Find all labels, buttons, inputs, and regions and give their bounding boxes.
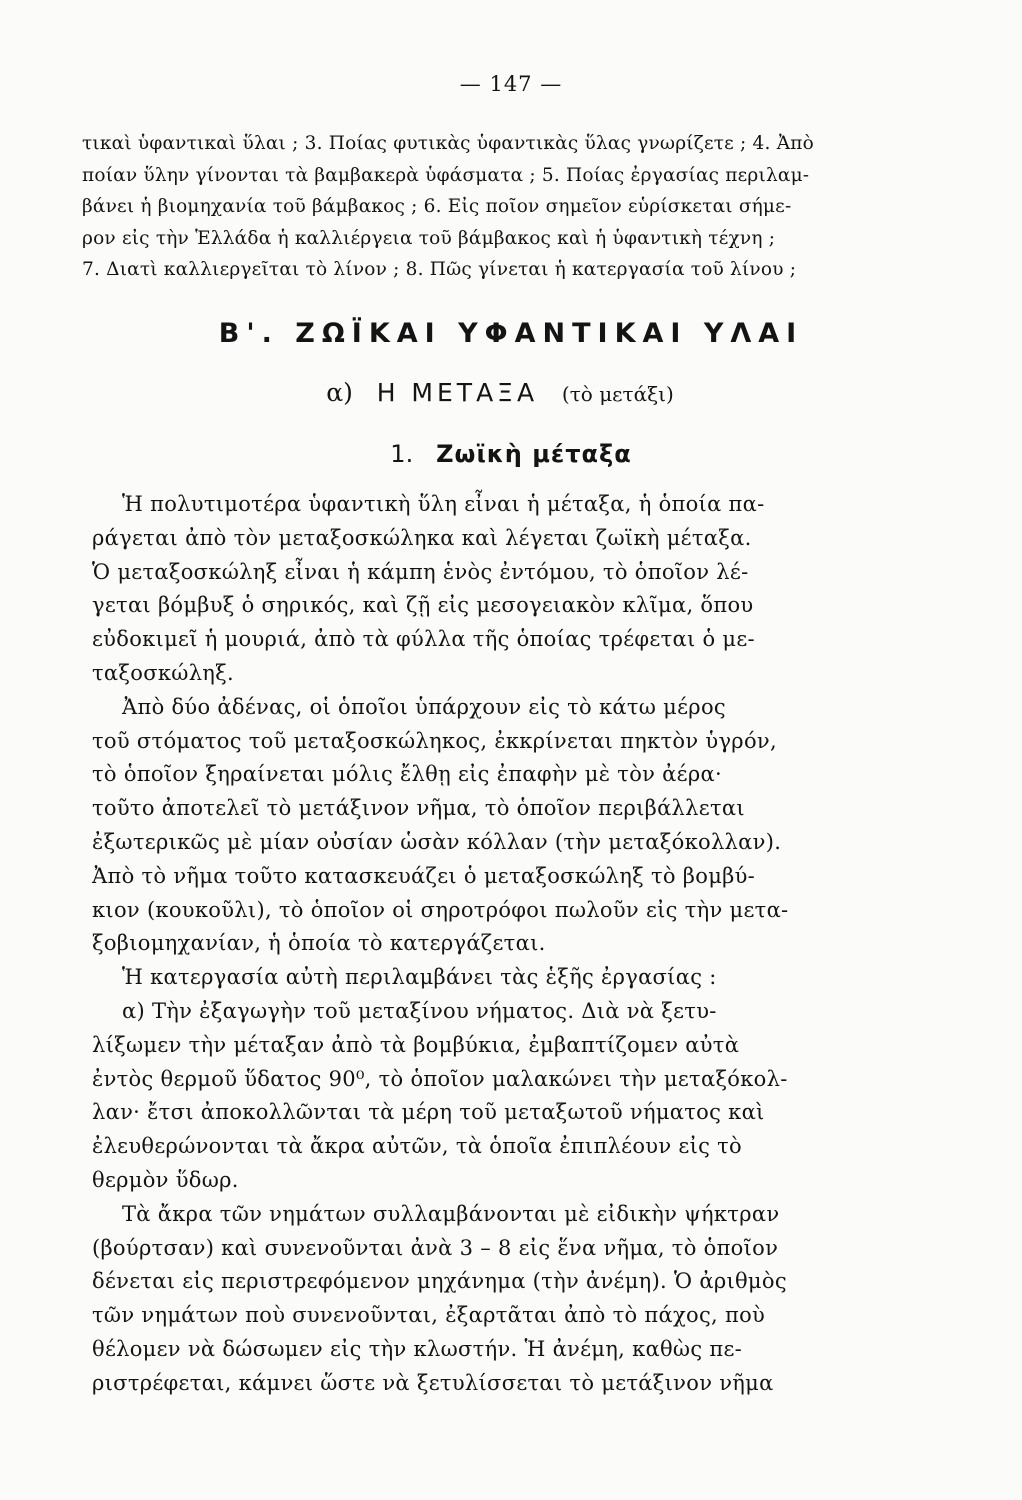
question-line: τικαὶ ὑφαντικαὶ ὕλαι ; 3. Ποίας φυτικὰς ὑφαντικὰς ὕλας γνωρίζετε ; 4. Ἀπὸ (82, 133, 814, 154)
text-line: Ὁ μεταξοσκώληξ εἶναι ἡ κάμπη ἑνὸς ἐντόμου, τὸ ὁποῖον λέ- (92, 559, 749, 584)
text-line: ταξοσκώληξ. (92, 660, 235, 685)
review-questions (82, 128, 962, 286)
sub-heading-label: α) (326, 378, 353, 407)
topic-heading (0, 440, 1022, 468)
text-line: τοῦτο ἀποτελεῖ τὸ μετάξινον νῆμα, τὸ ὁποῖον περιβάλλεται (92, 796, 745, 821)
text-line: τῶν νημάτων ποὺ συνενοῦνται, ἐξαρτᾶται ἀπὸ τὸ πάχος, ποὺ (92, 1303, 766, 1328)
question-line: 7. Διατὶ καλλιεργεῖται τὸ λίνον ; 8. Πῶς γίνεται ἡ κατεργασία τοῦ λίνου ; (82, 259, 797, 280)
text-line: θέλομεν νὰ δώσωμεν εἰς τὴν κλωστήν. Ἡ ἀνέμη, καθὼς πε- (92, 1336, 743, 1361)
page-number: — 147 — (459, 72, 563, 96)
sub-heading (0, 378, 1000, 407)
text-line: ἐντὸς θερμοῦ ὕδατος 90⁰, τὸ ὁποῖον μαλακώνει τὴν μεταξόκολ- (92, 1066, 788, 1091)
section-heading: Β'. ΖΩΪΚΑΙ ΥΦΑΝΤΙΚΑΙ ΥΛΑΙ (218, 318, 804, 349)
text-line: γεται βόμβυξ ὁ σηρικός, καὶ ζῇ εἰς μεσογειακὸν κλῖμα, ὅπου (92, 593, 754, 618)
text-line: α) Τὴν ἐξαγωγὴν τοῦ μεταξίνου νήματος. Διὰ νὰ ξετυ- (122, 998, 717, 1023)
topic-title: Ζωϊκὴ μέταξα (436, 440, 632, 468)
question-line: βάνει ἡ βιομηχανία τοῦ βάμβακος ; 6. Εἰς ποῖον σημεῖον εὑρίσκεται σήμε- (82, 196, 792, 217)
text-line: εὐδοκιμεῖ ἡ μουριά, ἀπὸ τὰ φύλλα τῆς ὁποίας τρέφεται ὁ με- (92, 627, 755, 652)
text-line: Ἀπὸ τὸ νῆμα τοῦτο κατασκευάζει ὁ μεταξοσκώληξ τὸ βομβύ- (92, 863, 756, 888)
body-text (92, 488, 972, 1401)
text-line: Ἀπὸ δύο ἀδένας, οἱ ὁποῖοι ὑπάρχουν εἰς τὸ κάτω μέρος (122, 694, 726, 719)
question-line: ποίαν ὕλην γίνονται τὰ βαμβακερὰ ὑφάσματα ; 5. Ποίας ἐργασίας περιλαμ- (82, 164, 810, 186)
text-line: ξοβιομηχανίαν, ἡ ὁποία τὸ κατεργάζεται. (92, 931, 546, 956)
text-line: Τὰ ἄκρα τῶν νημάτων συλλαμβάνονται μὲ εἰδικὴν ψήκτραν (122, 1201, 780, 1226)
sub-heading-note: (τὸ μετάξι) (561, 382, 674, 406)
text-line: λαν· ἔτσι ἀποκολλῶνται τὰ μέρη τοῦ μεταξωτοῦ νήματος καὶ (92, 1100, 765, 1125)
text-line: Ἡ πολυτιμοτέρα ὑφαντικὴ ὕλη εἶναι ἡ μέταξα, ἡ ὁποία πα- (122, 492, 765, 516)
text-line: δένεται εἰς περιστρεφόμενον μηχάνημα (τὴν ἀνέμη). Ὁ ἀριθμὸς (92, 1269, 787, 1294)
text-line: ριστρέφεται, κάμνει ὥστε νὰ ξετυλίσσεται τὸ μετάξινον νῆμα (92, 1370, 774, 1395)
text-line: Ἡ κατεργασία αὐτὴ περιλαμβάνει τὰς ἑξῆς ἐργασίας : (122, 965, 717, 990)
text-line: ράγεται ἀπὸ τὸν μεταξοσκώληκα καὶ λέγεται ζωϊκὴ μέταξα. (92, 525, 752, 550)
question-line: ρον εἰς τὴν Ἑλλάδα ἡ καλλιέργεια τοῦ βάμβακος καὶ ἡ ὑφαντικὴ τέχνη ; (82, 227, 776, 249)
text-line: τοῦ στόματος τοῦ μεταξοσκώληκος, ἐκκρίνεται πηκτὸν ὑγρόν, (92, 728, 777, 753)
text-line: (βούρτσαν) καὶ συνενοῦνται ἀνὰ 3 – 8 εἰς ἕνα νῆμα, τὸ ὁποῖον (92, 1235, 779, 1260)
text-line: ἐλευθερώνονται τὰ ἄκρα αὐτῶν, τὰ ὁποῖα ἐπιπλέουν εἰς τὸ (92, 1134, 742, 1159)
text-line: λίξωμεν τὴν μέταξαν ἀπὸ τὰ βομβύκια, ἐμβαπτίζομεν αὐτὰ (92, 1032, 740, 1057)
topic-number: 1. (390, 440, 414, 468)
text-line: κιον (κουκοῦλι), τὸ ὁποῖον οἱ σηροτρόφοι πωλοῦν εἰς τὴν μετα- (92, 897, 789, 922)
text-line: τὸ ὁποῖον ξηραίνεται μόλις ἔλθῃ εἰς ἐπαφὴν μὲ τὸν ἀέρα· (92, 762, 722, 787)
text-line: ἐξωτερικῶς μὲ μίαν οὐσίαν ὡσὰν κόλλαν (τὴν μεταξόκολλαν). (92, 829, 782, 854)
text-line: θερμὸν ὕδωρ. (92, 1167, 239, 1192)
sub-heading-title: Η ΜΕΤΑΞΑ (376, 378, 539, 407)
